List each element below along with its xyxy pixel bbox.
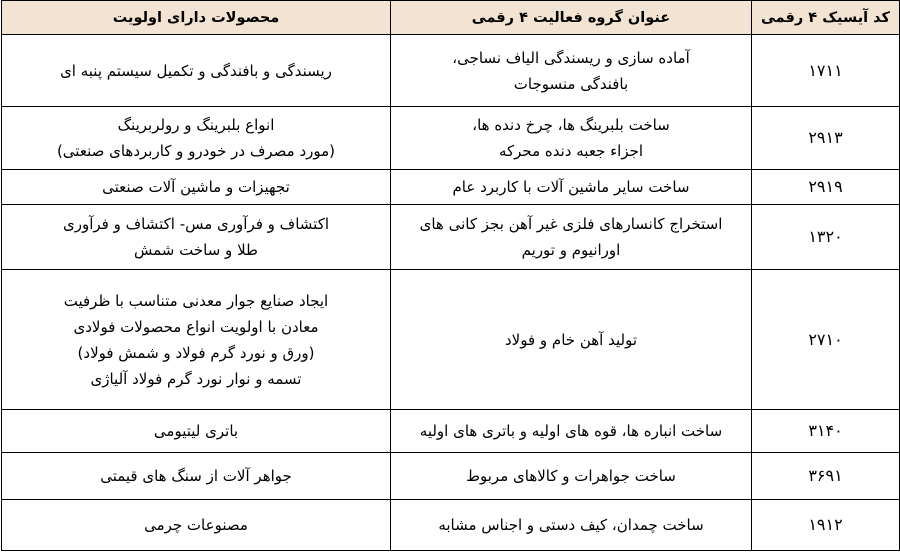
activity-title-cell [391, 270, 752, 410]
product-line: مصنوعات چرمی [144, 516, 248, 534]
product-line: باتری لیتیومی [153, 422, 239, 440]
activity-title-line: ساخت جواهرات و کالاهای مربوط [466, 467, 676, 485]
activity-title-line: ساخت انباره ها، قوه های اولیه و باتری های اولیه [419, 422, 723, 440]
priority-products-cell [2, 205, 391, 270]
product-line: (مورد مصرف در خودرو و کاربردهای صنعتی) [56, 142, 336, 160]
isic-code-cell: ۳۶۹۱ [752, 453, 900, 500]
activity-title-cell [391, 170, 752, 205]
priority-products-cell [2, 107, 391, 170]
product-line: انواع بلبرینگ و رولربرینگ [117, 116, 275, 134]
product-line: ریسندگی و بافندگی و تکمیل سیستم پنبه ای [60, 61, 332, 80]
table-row [2, 500, 900, 551]
header-row [2, 1, 900, 35]
isic-code-cell: ۲۷۱۰ [752, 270, 900, 410]
activity-title-cell [391, 410, 752, 453]
activity-title-cell [391, 35, 752, 107]
activity-title-line: بافندگی منسوجات [513, 74, 629, 93]
table-row [2, 170, 900, 205]
table-row [2, 205, 900, 270]
activity-title-line: آماده سازی و ریسندگی الیاف نساجی، [452, 48, 690, 67]
activity-title-cell [391, 205, 752, 270]
header-code: کد آیسیک ۴ رقمی [752, 1, 900, 35]
isic-code-cell: ۱۳۲۰ [752, 205, 900, 270]
priority-products-cell [2, 270, 391, 410]
product-line: جواهر آلات از سنگ های قیمتی [100, 467, 292, 485]
activity-title-line: ساخت بلبرینگ ها، چرخ دنده ها، [472, 116, 670, 134]
activity-title-cell [391, 453, 752, 500]
isic-code-cell: ۳۱۴۰ [752, 410, 900, 453]
product-line: طلا و ساخت شمش [134, 241, 258, 259]
activity-title-line: اجزاء جعبه دنده محرکه [498, 142, 644, 160]
product-line: تجهیزات و ماشین آلات صنعتی [102, 178, 290, 196]
isic-code-cell: ۲۹۱۹ [752, 170, 900, 205]
priority-products-cell [2, 453, 391, 500]
priority-products-cell [2, 410, 391, 453]
priority-products-cell [2, 35, 391, 107]
priority-products-cell [2, 170, 391, 205]
activity-title-line: استخراج کانسارهای فلزی غیر آهن بجز کانی های [419, 215, 723, 233]
header-products: محصولات دارای اولویت [2, 1, 391, 35]
table-row [2, 453, 900, 500]
header-title: عنوان گروه فعالیت ۴ رقمی [391, 1, 752, 35]
product-line: ایجاد صنایع جوار معدنی متناسب با ظرفیت [63, 291, 329, 310]
table-row [2, 107, 900, 170]
activity-title-line: ساخت چمدان، کیف دستی و اجناس مشابه [438, 516, 704, 534]
isic-code-cell: ۲۹۱۳ [752, 107, 900, 170]
product-line: معادن با اولویت انواع محصولات فولادی [73, 317, 319, 336]
table-row [2, 270, 900, 410]
product-line: تسمه و نوار نورد گرم فولاد آلیاژی [90, 369, 302, 388]
activity-title-line: ساخت سایر ماشین آلات با کاربرد عام [452, 178, 690, 196]
table-row [2, 35, 900, 107]
priority-products-table [1, 0, 900, 551]
product-line: اکتشاف و فرآوری مس- اکتشاف و فرآوری [62, 215, 330, 233]
activity-title-cell [391, 500, 752, 551]
product-line: (ورق و نورد گرم فولاد و شمش فولاد) [77, 343, 315, 362]
table-row [2, 410, 900, 453]
priority-products-cell [2, 500, 391, 551]
activity-title-line: تولید آهن خام و فولاد [505, 330, 637, 349]
activity-title-cell [391, 107, 752, 170]
isic-code-cell: ۱۷۱۱ [752, 35, 900, 107]
isic-code-cell: ۱۹۱۲ [752, 500, 900, 551]
activity-title-line: اورانیوم و توریم [521, 241, 621, 259]
